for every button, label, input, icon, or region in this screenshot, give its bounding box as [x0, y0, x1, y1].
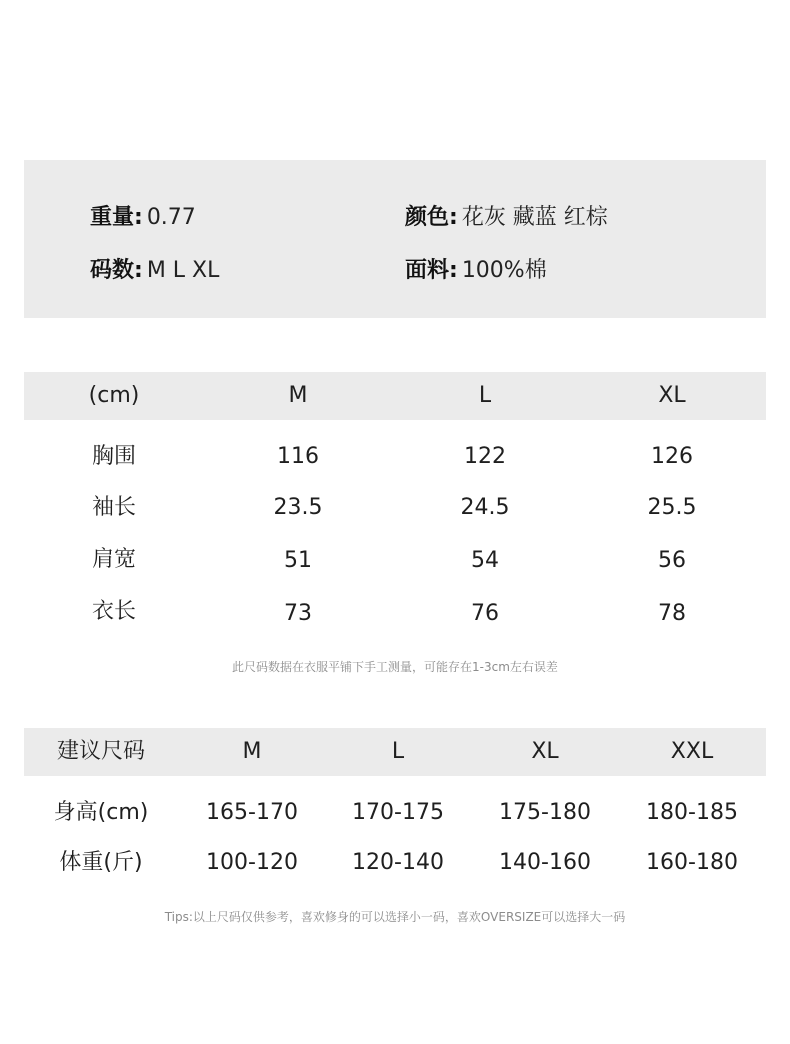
- measure-cell: 126: [651, 444, 693, 469]
- measure-cell: 78: [658, 601, 686, 626]
- measure-cell: 51: [284, 548, 312, 573]
- measure-note: 此尺码数据在衣服平铺下手工测量，可能存在1-3cm左右误差: [232, 660, 558, 674]
- measure-row-label: 肩宽: [91, 547, 136, 572]
- suggest-cell: 180-185: [646, 800, 738, 825]
- suggest-header-l: L: [391, 739, 405, 764]
- fabric-info: [405, 257, 547, 285]
- suggest-header-m: M: [242, 739, 262, 764]
- suggest-cell: 165-170: [206, 800, 298, 825]
- color-label: 颜色:: [405, 205, 458, 230]
- measure-cell: 73: [284, 601, 312, 626]
- suggest-header-xl: XL: [531, 739, 559, 764]
- suggest-cell: 120-140: [352, 850, 444, 875]
- suggest-header-xxl: XXL: [670, 739, 714, 764]
- product-info-panel: [24, 160, 766, 318]
- measure-cell: 56: [658, 548, 686, 573]
- weight-info: [90, 204, 196, 232]
- measure-row-label: 袖长: [91, 495, 136, 520]
- weight-value: 0.77: [146, 205, 196, 230]
- suggest-row-label: 体重(斤): [59, 850, 143, 875]
- fabric-label: 面料:: [405, 258, 458, 283]
- color-info: [405, 204, 608, 232]
- weight-label: 重量:: [90, 205, 143, 230]
- measure-cell: 25.5: [647, 495, 697, 520]
- measure-header-unit: (cm): [88, 383, 140, 408]
- suggest-row-label: 身高(cm): [53, 800, 149, 825]
- fabric-value: 100%棉: [461, 258, 547, 283]
- suggest-cell: 140-160: [499, 850, 591, 875]
- measure-cell: 116: [277, 444, 319, 469]
- color-value: 花灰 藏蓝 红棕: [461, 205, 608, 230]
- suggest-cell: 100-120: [206, 850, 298, 875]
- measure-header-xl: XL: [658, 383, 686, 408]
- suggest-cell: 160-180: [646, 850, 738, 875]
- measure-row-label: 衣长: [91, 599, 136, 624]
- sizes-value: M L XL: [146, 258, 220, 283]
- measure-cell: 54: [471, 548, 499, 573]
- tips-note: Tips:以上尺码仅供参考，喜欢修身的可以选择小一码，喜欢OVERSIZE可以选择大一码: [164, 910, 626, 924]
- measure-cell: 24.5: [460, 495, 510, 520]
- suggest-header-title: 建议尺码: [56, 739, 145, 764]
- sizes-info: [90, 257, 219, 285]
- measure-cell: 76: [471, 601, 499, 626]
- sizes-label: 码数:: [90, 258, 143, 283]
- measure-header-m: M: [288, 383, 308, 408]
- measure-cell: 122: [464, 444, 506, 469]
- measure-cell: 23.5: [273, 495, 323, 520]
- suggest-cell: 170-175: [352, 800, 444, 825]
- suggest-cell: 175-180: [499, 800, 591, 825]
- measure-row-label: 胸围: [91, 444, 136, 469]
- measure-header-l: L: [478, 383, 492, 408]
